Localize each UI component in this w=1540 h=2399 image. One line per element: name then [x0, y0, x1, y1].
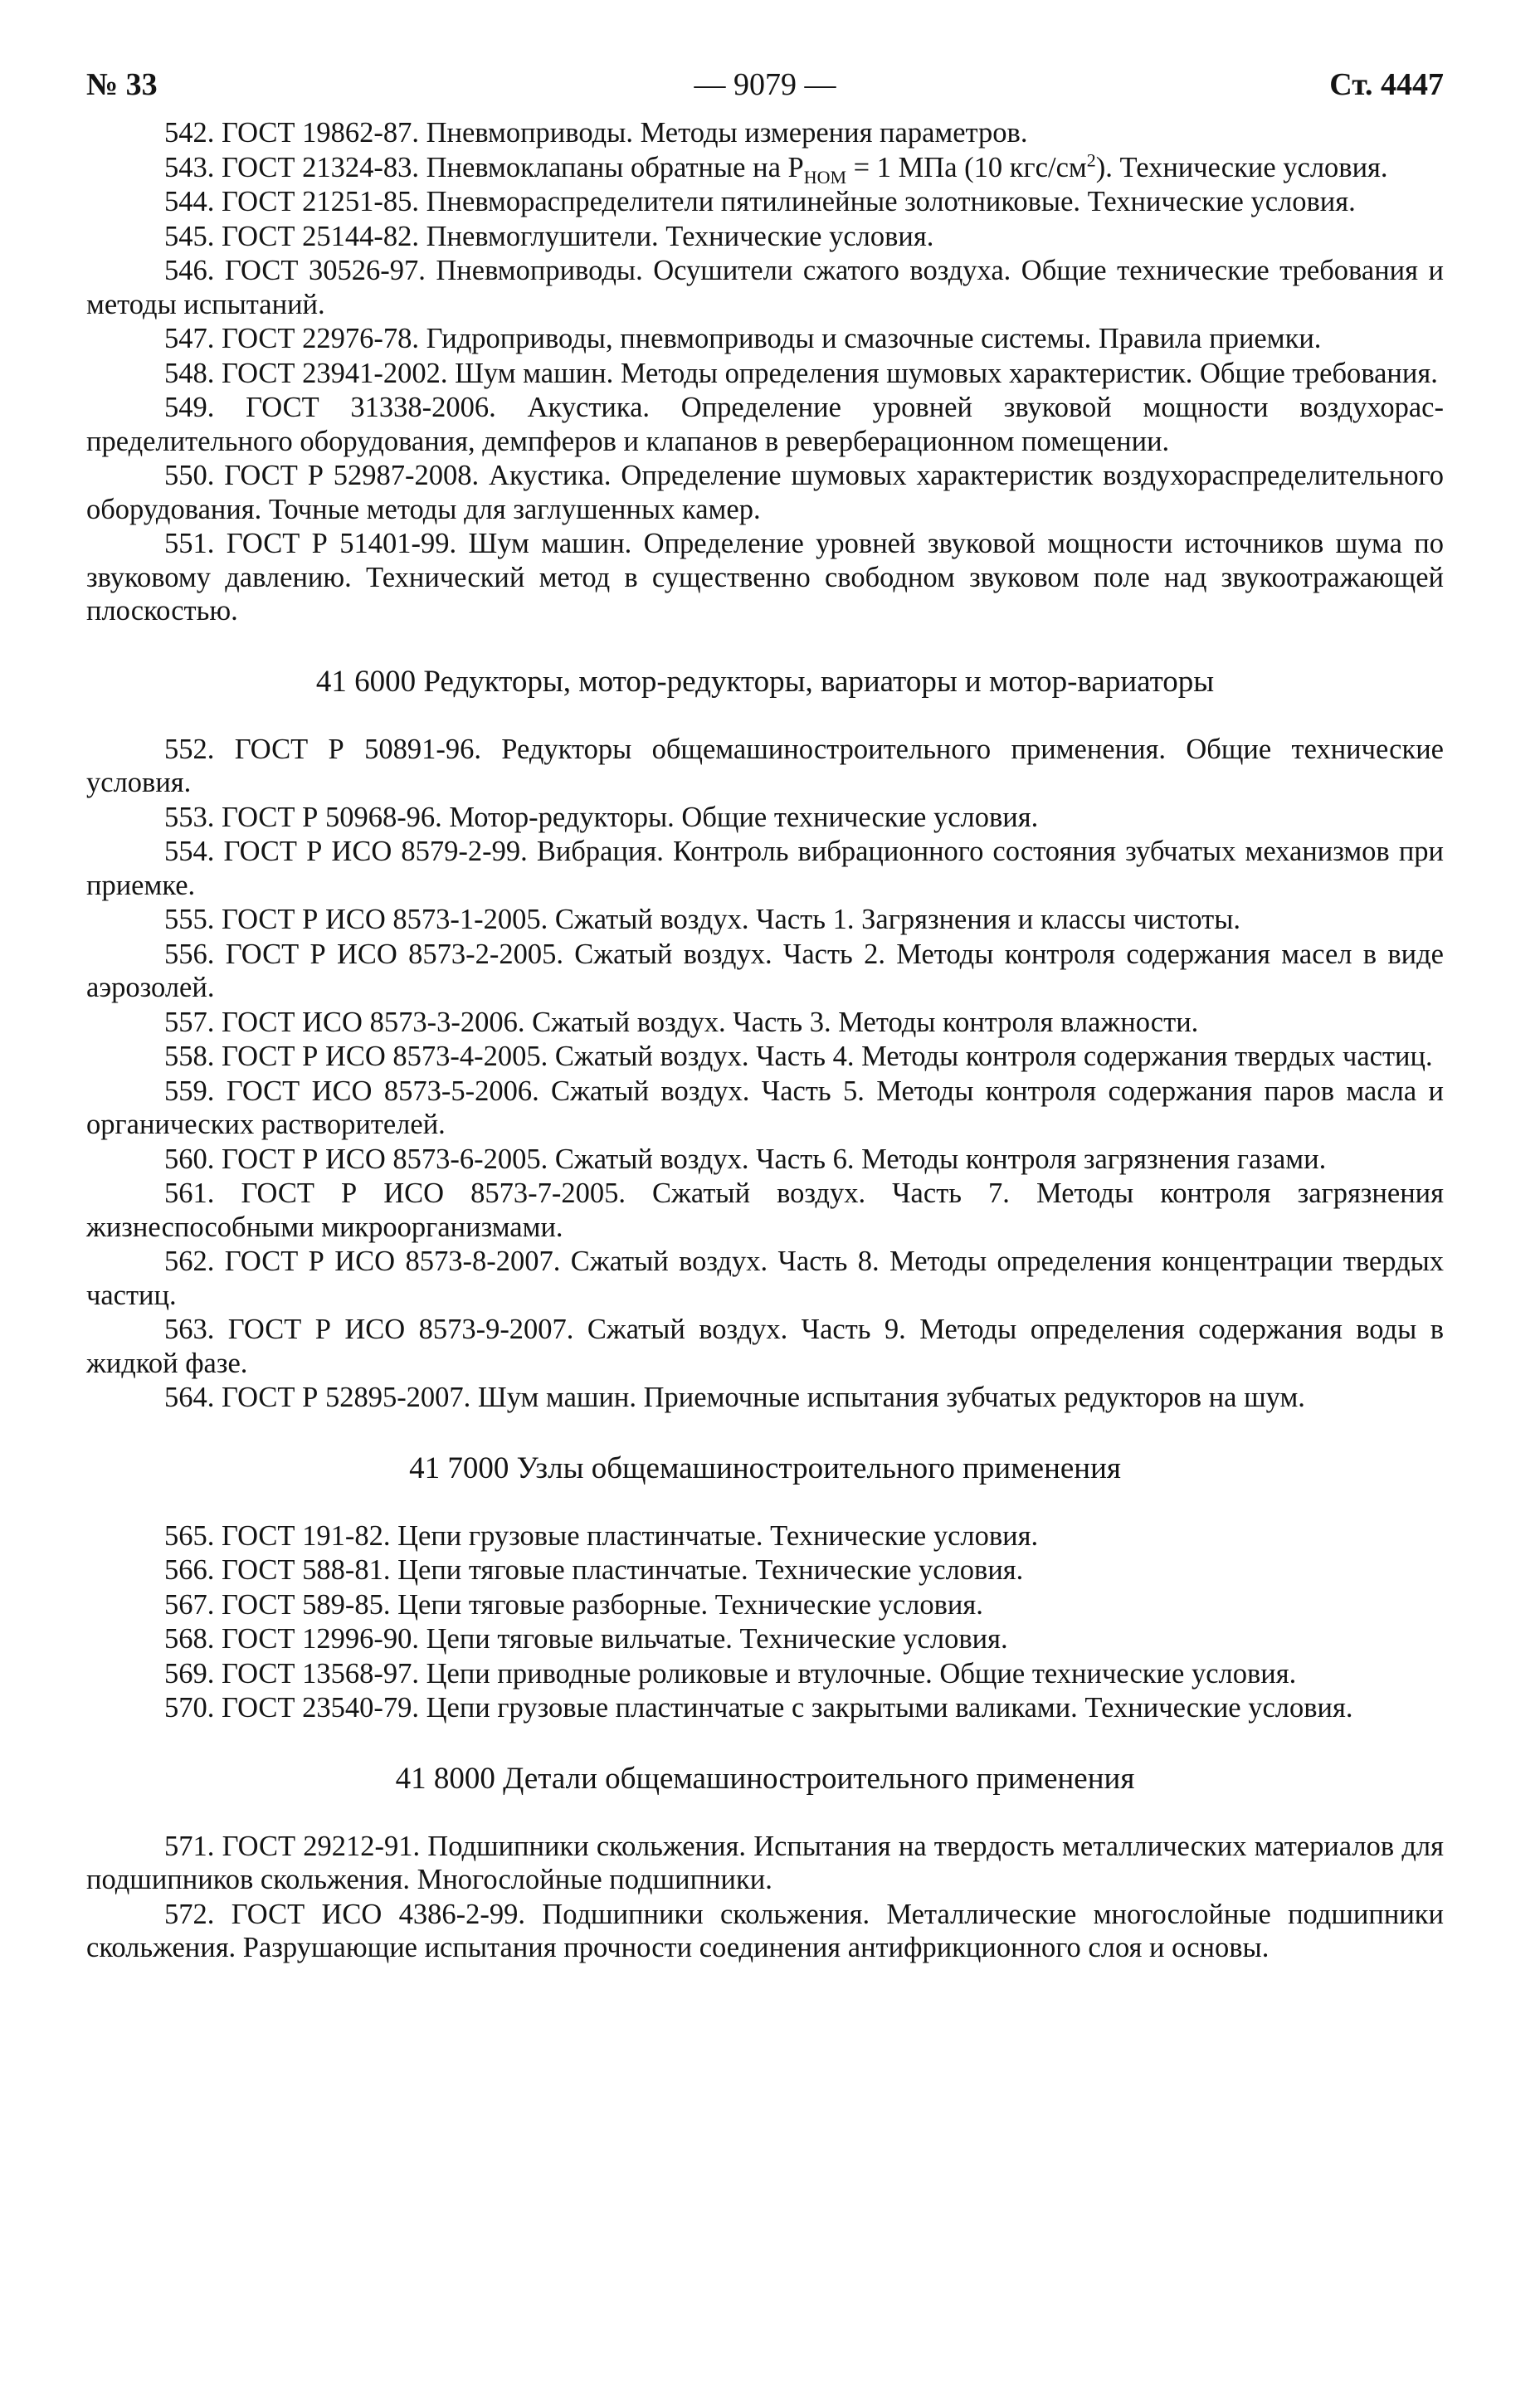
item-text: ГОСТ ИСО 8573-5-2006. Сжатый воздух. Часть 5. Методы контроля содержания паров масла и органических растворителей.	[86, 1075, 1445, 1140]
item-number: 569.	[164, 1657, 215, 1690]
section-heading: 41 6000 Редукторы, мотор-редукторы, вариаторы и мотор-вариаторы	[315, 664, 1215, 699]
item-number: 564.	[164, 1382, 215, 1413]
item-text: ГОСТ Р ИСО 8573-7-2005. Сжатый воздух. Часть 7. Методы контроля загрязнения жизнеспособными микроорганизмами.	[86, 1178, 1445, 1243]
item-number: 561.	[164, 1178, 215, 1209]
list-item	[86, 322, 1444, 356]
item-text: ). Технические условия.	[1095, 151, 1388, 183]
issue-number: № 33	[86, 67, 158, 102]
item-number: 559.	[164, 1075, 215, 1107]
list-item	[86, 903, 1444, 937]
list-item	[86, 1519, 1444, 1553]
item-number: 566.	[164, 1554, 215, 1586]
item-text: ГОСТ 21324-83. Пневмоклапаны обратные на P	[222, 151, 804, 183]
item-text: ГОСТ 31338-2006. Акустика. Определение уровней звуковой мощности воздухораспределительного оборудования, демпферов и клапанов в реверберационном помещении.	[86, 392, 1444, 457]
item-text: ГОСТ 22976-78. Гидроприводы, пневмоприводы и смазочные системы. Правила приемки.	[222, 323, 1322, 354]
list-item	[86, 1177, 1444, 1244]
item-text: ГОСТ Р ИСО 8573-8-2007. Сжатый воздух. Часть 8. Методы определения концентрации твердых частиц.	[86, 1246, 1445, 1311]
list-item	[86, 391, 1444, 458]
item-text: ГОСТ 21251-85. Пневмораспределители пятилинейные золотниковые. Технические условия.	[222, 186, 1356, 217]
list-item	[86, 1588, 1444, 1622]
item-text: ГОСТ 19862-87. Пневмоприводы. Методы измерения параметров.	[222, 117, 1028, 149]
item-text: ГОСТ Р ИСО 8573-4-2005. Сжатый воздух. Часть 4. Методы контроля содержания твердых частиц.	[222, 1041, 1433, 1072]
list-item	[86, 1622, 1444, 1656]
item-number: 571.	[164, 1830, 215, 1862]
list-item	[86, 1553, 1444, 1587]
item-text: ГОСТ 23941-2002. Шум машин. Методы определения шумовых характеристик. Общие требования.	[222, 357, 1438, 389]
item-text: ГОСТ Р 50968-96. Мотор-редукторы. Общие технические условия.	[222, 801, 1039, 833]
item-text: ГОСТ Р 52895-2007. Шум машин. Приемочные испытания зубчатых редукторов на шум.	[222, 1382, 1305, 1413]
list-item	[86, 1830, 1444, 1897]
item-number: 553.	[164, 801, 215, 833]
item-text: ГОСТ Р ИСО 8579-2-99. Вибрация. Контроль вибрационного состояния зубчатых механизмов при приемке.	[86, 836, 1445, 901]
item-number: 549.	[164, 392, 215, 423]
item-number: 558.	[164, 1041, 215, 1072]
item-number: 550.	[164, 460, 215, 491]
article-number: Ст. 4447	[1329, 67, 1444, 102]
superscript-text: 2	[1086, 149, 1096, 170]
item-number: 548.	[164, 357, 215, 389]
list-item	[86, 149, 1444, 188]
item-text: ГОСТ Р 52987-2008. Акустика. Определение шумовых характеристик воздухораспределительного оборудования. Точные методы для заглушенных камер.	[86, 460, 1444, 525]
page-number: — 9079 —	[694, 67, 836, 102]
item-number: 547.	[164, 323, 215, 354]
list-item	[86, 459, 1444, 526]
item-text: ГОСТ ИСО 4386-2-99. Подшипники скольжения. Металлические многослойные подшипники скольжения. Разрушающие испытания прочности соединения антифрикционного слоя и основы.	[86, 1898, 1444, 1963]
list-item	[86, 527, 1444, 628]
list-item	[86, 254, 1444, 321]
item-number: 572.	[164, 1898, 215, 1930]
list-item	[86, 1313, 1444, 1380]
list-item	[86, 220, 1444, 254]
item-number: 546.	[164, 255, 215, 286]
item-text: ГОСТ Р ИСО 8573-1-2005. Сжатый воздух. Часть 1. Загрязнения и классы чистоты.	[222, 904, 1241, 935]
list-item	[86, 938, 1444, 1005]
list-item	[86, 1691, 1444, 1725]
list-item	[86, 116, 1444, 150]
item-text: ГОСТ 12996-90. Цепи тяговые вильчатые. Технические условия.	[222, 1623, 1008, 1655]
list-item	[86, 185, 1444, 219]
subscript-text: НОМ	[803, 166, 847, 188]
document-body	[86, 116, 1444, 1965]
item-number: 567.	[164, 1588, 215, 1621]
item-number: 552.	[164, 733, 215, 765]
item-number: 557.	[164, 1006, 215, 1038]
list-item	[86, 1040, 1444, 1074]
item-number: 543.	[164, 151, 215, 183]
item-text: ГОСТ 25144-82. Пневмоглушители. Технические условия.	[222, 220, 934, 252]
item-text: ГОСТ 29212-91. Подшипники скольжения. Испытания на твердость металлических материалов для подшипников скольжения. Многослойные подшипники.	[86, 1830, 1445, 1895]
item-number: 551.	[164, 528, 215, 559]
list-item	[86, 1898, 1444, 1965]
list-item	[86, 1143, 1444, 1177]
item-text: ГОСТ 23540-79. Цепи грузовые пластинчатые с закрытыми валиками. Технические условия.	[222, 1692, 1353, 1724]
item-text: ГОСТ Р ИСО 8573-2-2005. Сжатый воздух. Часть 2. Методы контроля содержания масел в виде аэрозолей.	[86, 938, 1444, 1003]
item-number: 570.	[164, 1692, 215, 1724]
item-number: 542.	[164, 117, 215, 149]
list-item	[86, 801, 1444, 835]
item-text: ГОСТ 13568-97. Цепи приводные роликовые и втулочные. Общие технические условия.	[222, 1657, 1297, 1690]
item-number: 556.	[164, 938, 215, 970]
document-page	[86, 68, 1444, 1966]
item-text: ГОСТ Р ИСО 8573-6-2005. Сжатый воздух. Часть 6. Методы контроля загрязнения газами.	[222, 1143, 1327, 1175]
item-number: 544.	[164, 186, 215, 217]
list-item	[86, 1075, 1444, 1142]
item-text: ГОСТ Р 51401-99. Шум машин. Определение уровней звуковой мощности источников шума по звуковому давлению. Технический метод в существенно свободном звуковом поле над звукоотражающей плоскостью.	[86, 528, 1444, 627]
item-text: ГОСТ 30526-97. Пневмоприводы. Осушители сжатого воздуха. Общие технические требования и методы испытаний.	[86, 255, 1444, 320]
section-heading: 41 8000 Детали общемашиностроительного применения	[395, 1761, 1135, 1796]
item-number: 562.	[164, 1246, 215, 1277]
item-number: 565.	[164, 1519, 215, 1552]
running-header	[86, 68, 1444, 116]
item-text: ГОСТ Р ИСО 8573-9-2007. Сжатый воздух. Часть 9. Методы определения содержания воды в жидкой фазе.	[86, 1314, 1444, 1379]
item-text: ГОСТ 588-81. Цепи тяговые пластинчатые. Технические условия.	[222, 1554, 1024, 1586]
item-text: ГОСТ 191-82. Цепи грузовые пластинчатые. Технические условия.	[222, 1519, 1039, 1552]
section-heading: 41 7000 Узлы общемашиностроительного применения	[409, 1451, 1121, 1485]
item-number: 568.	[164, 1623, 215, 1655]
list-item	[86, 1245, 1444, 1312]
item-number: 545.	[164, 220, 215, 252]
item-number: 555.	[164, 904, 215, 935]
list-item	[86, 357, 1444, 391]
item-number: 563.	[164, 1314, 215, 1345]
list-item	[86, 835, 1444, 902]
item-text: ГОСТ Р 50891-96. Редукторы общемашиностроительного применения. Общие технические условия.	[86, 733, 1444, 798]
item-number: 560.	[164, 1143, 215, 1175]
item-text: = 1 МПа (10 кгс/см	[846, 151, 1087, 183]
item-text: ГОСТ 589-85. Цепи тяговые разборные. Технические условия.	[222, 1588, 983, 1621]
list-item	[86, 1006, 1444, 1040]
item-text: ГОСТ ИСО 8573-3-2006. Сжатый воздух. Часть 3. Методы контроля влажности.	[222, 1006, 1199, 1038]
item-number: 554.	[164, 836, 215, 867]
list-item	[86, 1381, 1444, 1415]
list-item	[86, 733, 1444, 800]
list-item	[86, 1657, 1444, 1691]
